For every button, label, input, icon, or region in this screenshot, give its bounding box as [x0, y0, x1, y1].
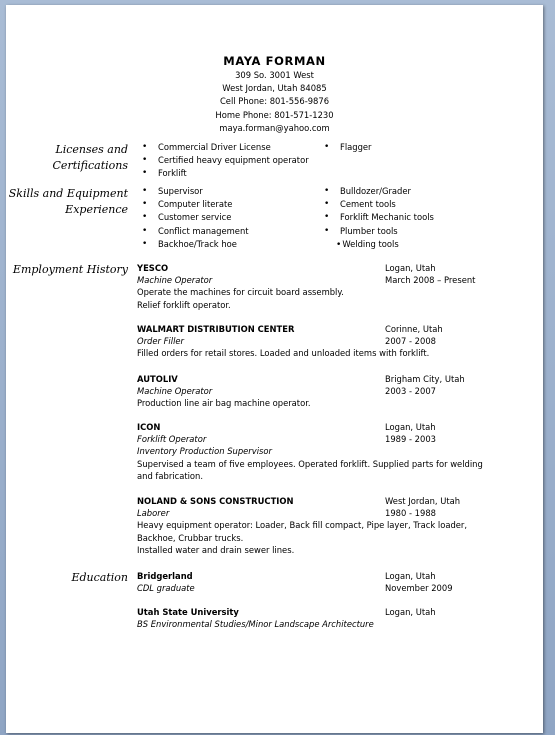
list-item: • Supervisor [142, 185, 249, 198]
job-description: Heavy equipment operator: Loader, Back fill compact, Pipe layer, Track loader, [137, 520, 468, 531]
job-location: West Jordan, Utah [385, 496, 461, 506]
list-item: • Welding tools [336, 238, 434, 252]
job-description: Installed water and drain sewer lines. [137, 544, 295, 555]
email: maya.forman@yahoo.com [219, 122, 330, 133]
job-entry [137, 373, 497, 410]
skills-label-line-2: Experience [65, 203, 128, 216]
address-line-1: 309 So. 3001 West [235, 70, 314, 80]
job-entry [137, 421, 497, 482]
job-title: Forklift Operator [137, 434, 207, 445]
job-title-secondary: Inventory Production Supervisor [137, 446, 272, 457]
skills-list-col2 [324, 185, 434, 252]
list-item: • Backhoe/Track hoe [142, 238, 249, 251]
job-location: Logan, Utah [385, 422, 436, 432]
school-location: Logan, Utah [385, 571, 436, 581]
school-location: Logan, Utah [385, 607, 436, 617]
job-location: Corinne, Utah [385, 324, 443, 334]
school-dates: November 2009 [385, 583, 453, 594]
job-description: Operate the machines for circuit board assembly. [137, 287, 344, 298]
skills-list-col1 [142, 185, 249, 251]
list-item: • Certified heavy equipment operator [142, 154, 309, 167]
list-item: • Computer literate [142, 198, 249, 211]
list-item: • Bulldozer/Grader [324, 185, 434, 198]
job-description: Production line air bag machine operator. [137, 398, 311, 409]
job-dates: 2007 - 2008 [385, 336, 436, 347]
applicant-name: MAYA FORMAN [223, 54, 326, 68]
list-item: • Forklift [142, 167, 309, 180]
licenses-list-col1 [142, 141, 309, 181]
degree: BS Environmental Studies/Minor Landscape Architecture [137, 619, 374, 630]
skills-label-line-1: Skills and Equipment [8, 187, 128, 200]
home-phone: Home Phone: 801-571-1230 [215, 109, 334, 120]
job-employer: AUTOLIV [137, 374, 178, 384]
contact-header [6, 53, 543, 135]
job-location: Brigham City, Utah [385, 374, 465, 384]
job-entry [137, 262, 497, 311]
job-description: Supervised a team of five employees. Operated forklift. Supplied parts for welding [137, 458, 483, 469]
job-description: Relief forklift operator. [137, 299, 231, 310]
job-description: Filled orders for retail stores. Loaded and unloaded items with forklift. [137, 348, 430, 359]
employment-label: Employment History [12, 263, 128, 276]
cell-phone: Cell Phone: 801-556-9876 [219, 96, 330, 107]
licenses-list-col2 [324, 141, 372, 154]
licenses-label [6, 142, 128, 174]
job-title: Machine Operator [137, 386, 213, 397]
list-item: • Flagger [324, 141, 372, 154]
job-title: Machine Operator [137, 275, 213, 286]
job-dates: March 2008 – Present [385, 275, 476, 286]
job-entry [137, 495, 497, 556]
education-entry [137, 570, 497, 594]
job-description: and fabrication. [137, 470, 204, 481]
list-item: • Forklift Mechanic tools [324, 211, 434, 224]
address-line-2: West Jordan, Utah 84085 [222, 83, 327, 94]
job-dates: 1980 - 1988 [385, 508, 436, 519]
list-item: • Conflict management [142, 225, 249, 238]
degree: CDL graduate [137, 583, 195, 594]
education-entry [137, 606, 497, 630]
job-employer: ICON [137, 422, 161, 432]
licenses-label-line-2: Certifications [52, 159, 128, 172]
job-employer: YESCO [137, 263, 169, 273]
job-employer: WALMART DISTRIBUTION CENTER [137, 324, 295, 334]
list-item: • Cement tools [324, 198, 434, 211]
job-employer: NOLAND & SONS CONSTRUCTION [137, 496, 294, 506]
job-dates: 2003 - 2007 [385, 386, 436, 397]
school-name: Bridgerland [137, 571, 193, 581]
resume-page [6, 5, 543, 733]
job-title: Order Filler [137, 336, 185, 347]
list-item: • Commercial Driver License [142, 141, 309, 154]
skills-label [6, 186, 128, 218]
school-name: Utah State University [137, 607, 239, 617]
licenses-label-line-1: Licenses and [55, 143, 128, 156]
job-description: Backhoe, Crubbar trucks. [137, 532, 244, 543]
job-dates: 1989 - 2003 [385, 434, 436, 445]
job-title: Laborer [137, 508, 170, 519]
list-item: • Plumber tools [324, 225, 434, 238]
education-label: Education [71, 571, 128, 584]
list-item: • Customer service [142, 211, 249, 224]
job-location: Logan, Utah [385, 263, 436, 273]
job-entry [137, 323, 497, 360]
